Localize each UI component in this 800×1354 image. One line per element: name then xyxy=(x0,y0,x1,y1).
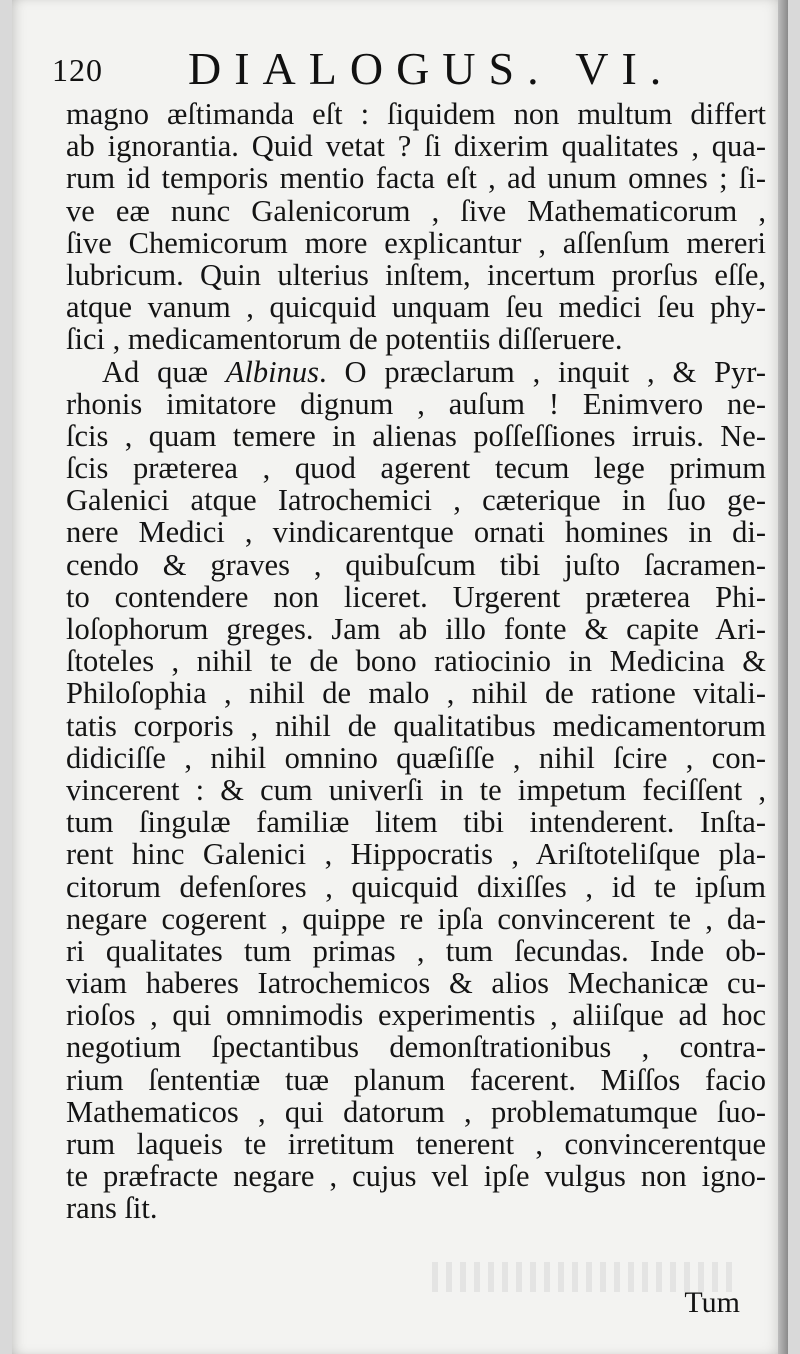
text-line: ve eæ nunc Galenicorum , ſive Mathematicorum , xyxy=(66,193,766,228)
speaker-name: Albinus xyxy=(225,354,319,389)
running-head: DIALOGUS. VI. xyxy=(188,43,675,94)
text-line: Galenici atque Iatrochemici , cæterique in ſuo ge- xyxy=(66,483,766,518)
text-line: cendo & graves , quibuſcum tibi juſto ſacramen- xyxy=(66,547,766,582)
text-line: rum id temporis mentio facta eſt , ad unum omnes ; ſi- xyxy=(66,161,766,196)
text-line: ſcis , quam temere in alienas poſſeſſiones irruis. Ne- xyxy=(66,418,766,453)
page-gutter-shadow xyxy=(778,0,788,1354)
page-number: 120 xyxy=(52,52,103,88)
book-page xyxy=(12,0,788,1354)
text-line: atque vanum , quicquid unquam ſeu medici ſeu phy- xyxy=(66,290,766,325)
text-line: vincerent : & cum univerſi in te impetum feciſſent , xyxy=(66,772,766,807)
text-line: tatis corporis , nihil de qualitatibus medicamentorum xyxy=(66,708,766,743)
text-line: loſophorum greges. Jam ab illo fonte & capite Ari- xyxy=(66,612,766,646)
page-header xyxy=(52,40,772,100)
text-line: rium ſententiæ tuæ planum facerent. Miſſos facio xyxy=(66,1062,766,1097)
text-line: rum laqueis te irretitum tenerent , convincerentque xyxy=(66,1127,766,1161)
text-line: rent hinc Galenici , Hippocratis , Ariſtoteliſque pla- xyxy=(66,837,766,872)
text-line: Mathematicos , qui datorum , problematumque ſuo- xyxy=(66,1094,766,1129)
text-line: ri qualitates tum primas , tum ſecundas. Inde ob- xyxy=(66,933,766,968)
text-line: Ad quæ Albinus. O præclarum , inquit , & Pyr- xyxy=(102,354,766,389)
text-line: didiciſſe , nihil omnino quæſiſſe , nihil ſcire , con- xyxy=(66,740,766,775)
text-line: lubricum. Quin ulterius inſtem, incertum prorſus eſſe, xyxy=(66,257,766,292)
text-line: negotium ſpectantibus demonſtrationibus , contra- xyxy=(66,1030,766,1065)
text-line: ſtoteles , nihil te de bono ratiocinio in Medicina & xyxy=(66,644,766,679)
text-line: rhonis imitatore dignum , auſum ! Enimvero ne- xyxy=(66,386,766,421)
text-line: ab ignorantia. Quid vetat ? ſi dixerim qualitates , qua- xyxy=(66,129,766,164)
body-text xyxy=(66,98,766,1225)
text-line: rans ſit. xyxy=(66,1191,158,1226)
text-line: negare cogerent , quippe re ipſa convincerent te , da- xyxy=(66,901,766,936)
text-line: viam haberes Iatrochemicos & alios Mechanicæ cu- xyxy=(66,966,766,1001)
text-line: te præfracte negare , cujus vel ipſe vulgus non igno- xyxy=(66,1159,766,1194)
text-line: ſive Chemicorum more explicantur , aſſenſum mereri xyxy=(66,225,766,260)
text-line: rioſos , qui omnimodis experimentis , aliiſque ad hoc xyxy=(66,998,766,1033)
text-line: to contendere non liceret. Urgerent præterea Phi- xyxy=(66,579,766,614)
catchword: Tum xyxy=(684,1286,740,1319)
text-line: citorum defenſores , quicquid dixiſſes , id te ipſum xyxy=(66,869,766,904)
text-line: Philoſophia , nihil de malo , nihil de ratione vitali- xyxy=(66,676,766,711)
text-line: magno æſtimanda eſt : ſiquidem non multum differt xyxy=(66,97,766,131)
text-line: ſici , medicamentorum de potentiis diſſeruere. xyxy=(66,322,623,357)
text-line: tum ſingulæ familiæ litem tibi intenderent. Inſta- xyxy=(66,805,766,840)
text-line: ſcis præterea , quod agerent tecum lege primum xyxy=(66,451,766,486)
text-line: nere Medici , vindicarentque ornati homines in di- xyxy=(66,515,766,550)
